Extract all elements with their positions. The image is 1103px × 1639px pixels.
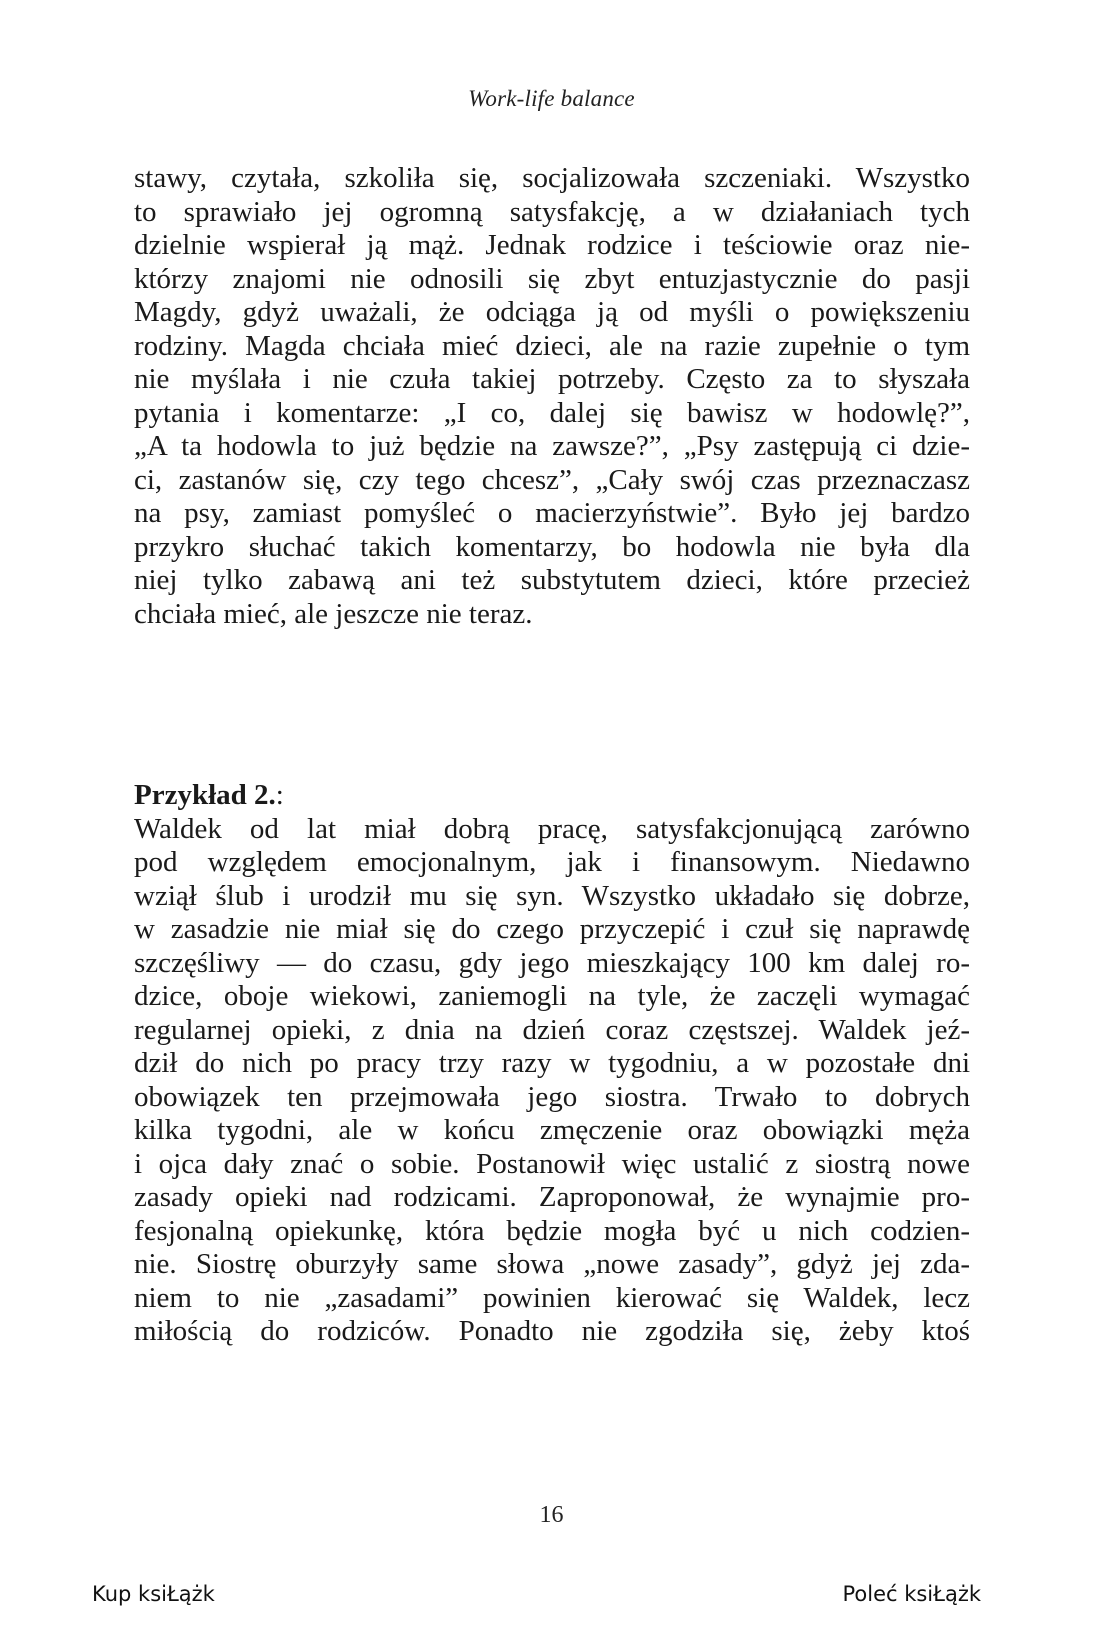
text-line: nie myślała i nie czuła takiej potrzeby. Często za to słyszała xyxy=(134,363,970,395)
text-line: pytania i komentarze: „I co, dalej się bawisz w hodowlę?”, xyxy=(134,396,970,429)
example-2-section xyxy=(134,779,970,1349)
text-line: fesjonalną opiekunkę, która będzie mogła być u nich codzien- xyxy=(134,1214,970,1247)
text-line: kilka tygodni, ale w końcu zmęczenie oraz obowiązki męża xyxy=(134,1114,970,1146)
text-line: rodziny. Magda chciała mieć dzieci, ale na razie zupełnie o tym xyxy=(134,329,970,362)
text-line: dził do nich po pracy trzy razy w tygodniu, a w pozostałe dni xyxy=(134,1047,970,1079)
recommend-book-link[interactable]: Poleć ksiŁążk xyxy=(842,1582,981,1606)
text-line: przykro słuchać takich komentarzy, bo hodowla nie była dla xyxy=(134,530,970,563)
text-line: i ojca dały znać o sobie. Postanowił więc ustalić z siostrą nowe xyxy=(134,1147,970,1180)
text-line: zasady opieki nad rodzicami. Zaproponował, że wynajmie pro- xyxy=(134,1181,970,1213)
example-heading-colon: : xyxy=(275,779,284,811)
text-line: regularnej opieki, z dnia na dzień coraz częstszej. Waldek jeź- xyxy=(134,1013,970,1046)
text-line: pod względem emocjonalnym, jak i finansowym. Niedawno xyxy=(134,846,970,878)
text-line: obowiązek ten przejmowała jego siostra. Trwało to dobrych xyxy=(134,1080,970,1113)
paragraph-magda xyxy=(134,162,970,631)
text-line: dzice, oboje wiekowi, zaniemogli na tyle, że zaczęli wymagać xyxy=(134,980,970,1012)
text-line: wziął ślub i urodził mu się syn. Wszystko układało się dobrze, xyxy=(134,879,970,912)
example-heading xyxy=(134,779,970,813)
text-line: to sprawiało jej ogromną satysfakcję, a w działaniach tych xyxy=(134,195,970,228)
text-line: chciała mieć, ale jeszcze nie teraz. xyxy=(134,597,533,630)
text-line: ci, zastanów się, czy tego chcesz”, „Cały swój czas przeznaczasz xyxy=(134,463,970,496)
text-line: szczęśliwy — do czasu, gdy jego mieszkający 100 km dalej ro- xyxy=(134,946,970,979)
text-line: niej tylko zabawą ani też substytutem dzieci, które przecież xyxy=(134,564,970,596)
example-heading-label: Przykład 2. xyxy=(134,779,276,811)
text-line: dzielnie wspierał ją mąż. Jednak rodzice i teściowie oraz nie- xyxy=(134,229,970,261)
text-line: Waldek od lat miał dobrą pracę, satysfakcjonującą zarówno xyxy=(134,812,970,845)
text-line: miłością do rodziców. Ponadto nie zgodziła się, żeby ktoś xyxy=(134,1315,970,1347)
running-head: Work-life balance xyxy=(468,86,635,111)
text-line: stawy, czytała, szkoliła się, socjalizowała szczeniaki. Wszystko xyxy=(134,162,970,194)
text-line: w zasadzie nie miał się do czego przyczepić i czuł się naprawdę xyxy=(134,913,970,945)
text-line: Magdy, gdyż uważali, że odciąga ją od myśli o powiększeniu xyxy=(134,296,970,328)
text-line: niem to nie „zasadami” powinien kierować się Waldek, lecz xyxy=(134,1281,970,1314)
text-line: którzy znajomi nie odnosili się zbyt entuzjastycznie do pasji xyxy=(134,262,970,295)
buy-book-link[interactable]: Kup ksiŁążk xyxy=(92,1582,215,1606)
text-line: nie. Siostrę oburzyły same słowa „nowe zasady”, gdyż jej zda- xyxy=(134,1248,970,1280)
page-number: 16 xyxy=(539,1502,564,1528)
text-line: na psy, zamiast pomyśleć o macierzyństwie”. Było jej bardzo xyxy=(134,497,970,529)
text-line: „A ta hodowla to już będzie na zawsze?”, „Psy zastępują ci dzie- xyxy=(134,430,970,462)
